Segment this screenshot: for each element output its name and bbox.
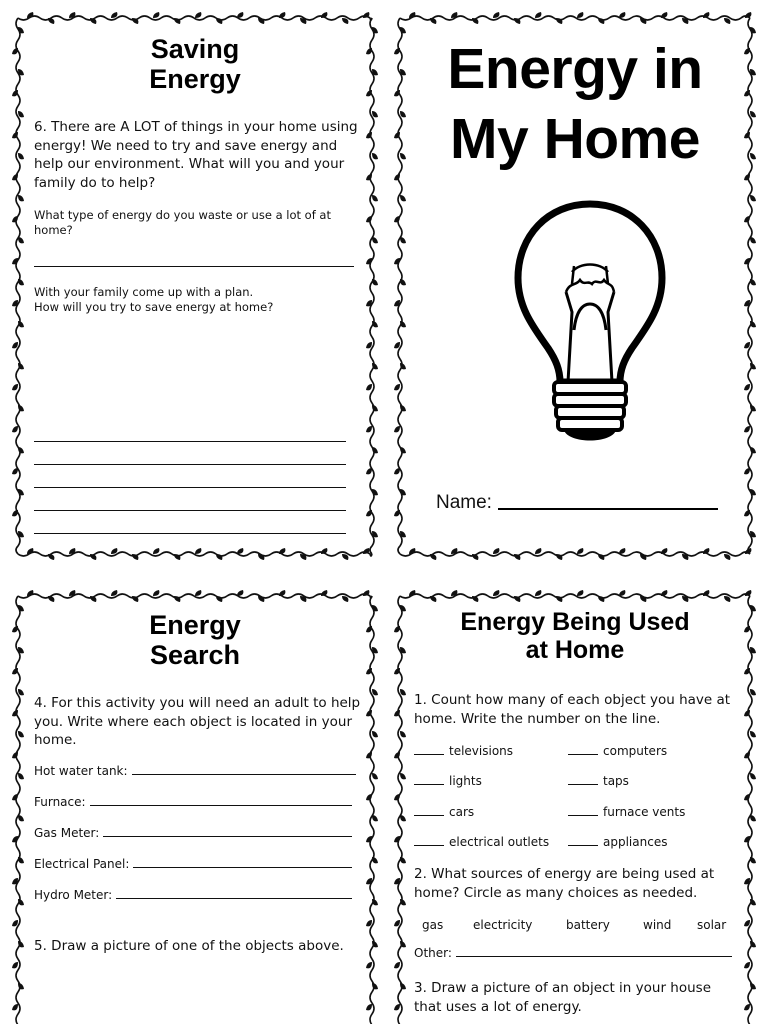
saving-energy-title <box>12 34 378 94</box>
location-label: Hydro Meter: <box>34 888 113 902</box>
question-6-text: 6. There are A LOT of things in your home using energy! We need to try and save energy and help our environment. What will you and your family do to help? <box>34 119 358 191</box>
plan-answer-line[interactable] <box>34 533 346 534</box>
question-5-text: 5. Draw a picture of one of the objects above. <box>34 938 344 954</box>
plan-answer-line[interactable] <box>34 464 346 465</box>
count-item-label: appliances <box>603 835 668 849</box>
count-item-label: furnace vents <box>603 805 686 819</box>
count-item-label: televisions <box>449 744 514 758</box>
location-input-line[interactable] <box>133 867 352 868</box>
count-item-label: lights <box>449 774 482 788</box>
location-field <box>34 795 352 809</box>
saving-energy-title-line1: Saving <box>150 34 240 64</box>
saving-energy-title-line2: Energy <box>149 64 241 95</box>
waste-energy-answer-line[interactable] <box>34 266 354 267</box>
energy-search-title <box>12 610 378 670</box>
energy-used-title <box>394 608 756 664</box>
count-input-line[interactable] <box>568 784 598 785</box>
location-input-line[interactable] <box>132 774 356 775</box>
saving-energy-panel <box>12 12 378 560</box>
count-item-label: electrical outlets <box>449 835 550 849</box>
count-item <box>568 835 667 849</box>
energy-choice[interactable]: battery <box>566 918 610 932</box>
question-3-text: 3. Draw a picture of an object in your house that uses a lot of energy. <box>414 980 711 1015</box>
count-item <box>414 835 549 849</box>
count-item <box>414 744 513 758</box>
question-4-text: 4. For this activity you will need an adult to help you. Write where each object is located in your home. <box>34 695 361 748</box>
energy-choice[interactable]: electricity <box>473 918 533 932</box>
count-item <box>414 774 482 788</box>
location-field <box>34 888 352 902</box>
energy-search-panel <box>12 590 378 1024</box>
location-field <box>34 857 352 871</box>
count-input-line[interactable] <box>414 784 444 785</box>
other-label: Other: <box>414 946 452 960</box>
plan-prompt <box>34 285 360 315</box>
name-field <box>436 492 718 514</box>
plan-answer-line[interactable] <box>34 487 346 488</box>
count-input-line[interactable] <box>414 845 444 846</box>
energy-used-title-line1: Energy Being Used <box>460 608 690 636</box>
count-input-line[interactable] <box>568 754 598 755</box>
question-2-text: 2. What sources of energy are being used at home? Circle as many choices as needed. <box>414 866 715 901</box>
count-item-label: taps <box>603 774 629 788</box>
location-label: Furnace: <box>34 795 86 809</box>
cover-title-line2: My Home <box>450 107 700 171</box>
energy-search-title-line2: Search <box>149 640 241 671</box>
energy-used-panel <box>394 590 756 1024</box>
location-label: Gas Meter: <box>34 826 100 840</box>
location-input-line[interactable] <box>103 836 352 837</box>
other-field <box>414 946 732 960</box>
count-item <box>568 774 629 788</box>
cover-title <box>394 34 756 174</box>
location-label: Hot water tank: <box>34 764 128 778</box>
question-1-text: 1. Count how many of each object you have at home. Write the number on the line. <box>414 692 731 727</box>
energy-search-title-line1: Energy <box>149 610 241 640</box>
count-item <box>568 744 667 758</box>
plan-answer-line[interactable] <box>34 441 346 442</box>
location-input-line[interactable] <box>116 898 352 899</box>
count-item <box>568 805 685 819</box>
count-item-label: computers <box>603 744 668 758</box>
plan-prompt-line2: How will you try to save energy at home? <box>34 300 274 314</box>
count-input-line[interactable] <box>414 754 444 755</box>
energy-choice[interactable]: wind <box>643 918 672 932</box>
count-item <box>414 805 474 819</box>
count-input-line[interactable] <box>568 845 598 846</box>
energy-choice[interactable]: gas <box>422 918 444 932</box>
other-input-line[interactable] <box>456 956 732 957</box>
cover-panel <box>394 12 756 560</box>
name-label: Name: <box>436 492 492 513</box>
location-field <box>34 826 352 840</box>
location-label: Electrical Panel: <box>34 857 130 871</box>
energy-choice[interactable]: solar <box>697 918 727 932</box>
waste-energy-prompt: What type of energy do you waste or use a lot of at home? <box>34 208 331 237</box>
count-item-label: cars <box>449 805 475 819</box>
count-input-line[interactable] <box>414 815 444 816</box>
count-input-line[interactable] <box>568 815 598 816</box>
cover-title-line1: Energy in <box>447 37 703 101</box>
plan-prompt-line1: With your family come up with a plan. <box>34 285 254 299</box>
lightbulb-icon <box>510 200 670 450</box>
plan-answer-line[interactable] <box>34 510 346 511</box>
energy-used-title-line2: at Home <box>525 636 625 664</box>
location-field <box>34 764 356 778</box>
location-input-line[interactable] <box>90 805 352 806</box>
name-input-line[interactable] <box>498 508 718 510</box>
